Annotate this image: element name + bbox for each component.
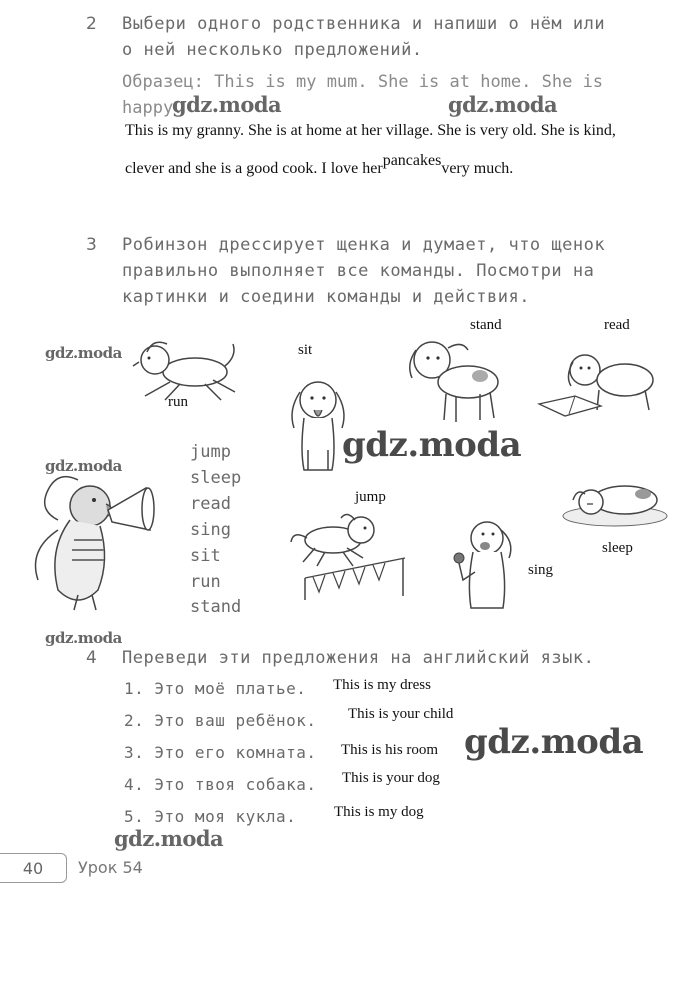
task4-item-4-ru: 4. Это твоя собака. — [124, 775, 317, 794]
dog-sleeping-illustration — [555, 470, 670, 530]
label-stand: stand — [470, 317, 502, 333]
lesson-title: Урок 54 — [78, 858, 143, 877]
label-jump: jump — [355, 489, 386, 505]
label-read: read — [604, 317, 630, 333]
command-sleep: sleep — [190, 468, 242, 488]
task4-instruction: Переведи эти предложения на английский язык. — [122, 648, 595, 668]
task2-instruction-line1: Выбери одного родственника и напиши о нём или — [122, 14, 606, 34]
task2-answer-line1: This is my granny. She is at home at her village. She is very old. She is kind, — [125, 122, 616, 139]
answer-superscript: pancakes — [382, 152, 442, 169]
task4-item-5-answer: This is my dog — [334, 804, 424, 820]
answer-text: clever and she is a good cook. I love her — [125, 160, 383, 177]
task2-answer-line2 — [125, 152, 514, 178]
command-read: read — [190, 494, 231, 514]
label-sleep: sleep — [602, 540, 633, 556]
watermark: gdz.moda — [342, 425, 522, 465]
task2-instruction-line2: о ней несколько предложений. — [122, 40, 423, 60]
watermark: gdz.moda — [114, 826, 224, 851]
page-number: 40 — [0, 853, 67, 883]
task4-item-2-ru: 2. Это ваш ребёнок. — [124, 711, 317, 730]
watermark: gdz.moda — [464, 722, 644, 762]
dog-standing-illustration — [398, 330, 508, 425]
watermark: gdz.moda — [45, 457, 122, 475]
command-sit: sit — [190, 546, 221, 566]
task4-item-3-answer: This is his room — [341, 742, 439, 758]
task4-number: 4 — [86, 648, 97, 668]
task2-sample-line1: Образец: This is my mum. She is at home. She is — [122, 72, 604, 92]
task4-item-1-ru: 1. Это моё платье. — [124, 679, 307, 698]
watermark: gdz.moda — [448, 92, 558, 117]
watermark: gdz.moda — [45, 344, 122, 362]
watermark: gdz.moda — [45, 629, 122, 647]
label-run: run — [168, 394, 188, 410]
task4-item-2-answer: This is your child — [348, 706, 454, 722]
dog-singing-illustration — [445, 512, 530, 617]
task3-instruction-line3: картинки и соедини команды и действия. — [122, 287, 530, 307]
label-sit: sit — [298, 342, 313, 358]
task4-item-1-answer: This is my dress — [333, 677, 431, 693]
dog-reading-illustration — [535, 340, 665, 420]
answer-text: very much. — [441, 160, 514, 177]
task3-instruction-line1: Робинзон дрессирует щенка и думает, что щенок — [122, 235, 606, 255]
parrot-with-megaphone-illustration — [18, 470, 168, 615]
command-sing: sing — [190, 520, 231, 540]
task4-item-5-ru: 5. Это моя кукла. — [124, 807, 297, 826]
watermark: gdz.moda — [172, 92, 282, 117]
task3-number: 3 — [86, 235, 97, 255]
command-stand: stand — [190, 597, 242, 617]
task3-instruction-line2: правильно выполняет все команды. Посмотри на — [122, 261, 595, 281]
task2-number: 2 — [86, 14, 97, 34]
command-run: run — [190, 572, 221, 592]
task4-item-4-answer: This is your dog — [342, 770, 440, 786]
command-jump: jump — [190, 442, 231, 462]
dog-jumping-illustration — [285, 508, 410, 603]
task2-sample-line2: happy. — [122, 98, 184, 118]
label-sing: sing — [528, 562, 554, 578]
task4-item-3-ru: 3. Это его комната. — [124, 743, 317, 762]
dog-sitting-illustration — [278, 370, 358, 480]
